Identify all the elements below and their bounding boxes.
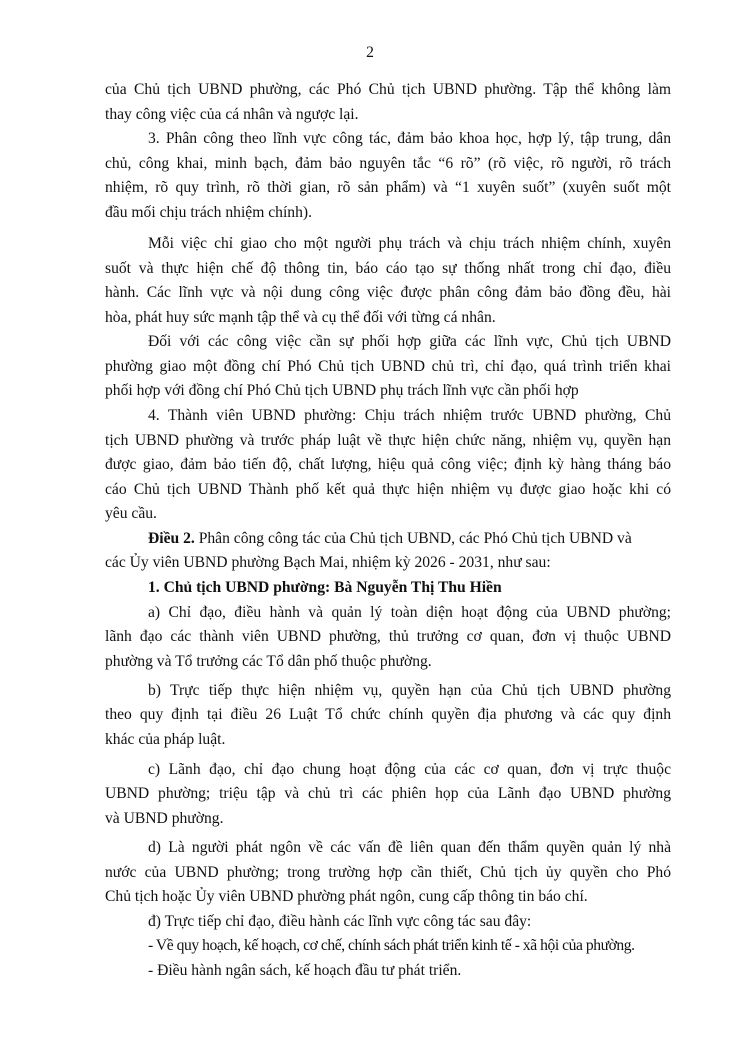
text-line: 3. Phân công theo lĩnh vực công tác, đảm bảo khoa học, hợp lý, tập trung, dân — [148, 130, 671, 147]
text-line: nhiệm, rõ quy trình, rõ thời gian, rõ sản phẩm) và “1 xuyên suốt” (xuyên suốt một — [105, 179, 671, 196]
text-line: c) Lãnh đạo, chỉ đạo chung hoạt động của các cơ quan, đơn vị trực thuộc — [148, 761, 671, 778]
text-line: đầu mối chịu trách nhiệm chính). — [105, 204, 312, 221]
text-line: phối hợp với đồng chí Phó Chủ tịch UBND phụ trách lĩnh vực cần phối hợp — [105, 382, 579, 399]
text-line: được giao, đảm bảo tiến độ, chất lượng, hiệu quả công việc; định kỳ hàng tháng báo — [105, 456, 671, 473]
text-line: khác của pháp luật. — [105, 731, 226, 748]
bullet-line: - Điều hành ngân sách, kế hoạch đầu tư phát triển. — [148, 962, 462, 979]
text-line: các Ủy viên UBND phường Bạch Mai, nhiệm kỳ 2026 - 2031, như sau: — [105, 554, 551, 571]
page-number: 2 — [366, 44, 374, 61]
text-line: UBND phường; triệu tập và chủ trì các phiên họp của Lãnh đạo UBND phường — [105, 785, 671, 802]
text-line: phường giao một đồng chí Phó Chủ tịch UBND chủ trì, chỉ đạo, quá trình triển khai — [105, 358, 671, 375]
text-line: suốt và thực hiện chế độ thông tin, báo cáo tạo sự thống nhất trong chỉ đạo, điều — [105, 260, 671, 277]
article-text: Phân công công tác của Chủ tịch UBND, các Phó Chủ tịch UBND và — [198, 530, 632, 547]
text-line: và UBND phường. — [105, 810, 224, 827]
text-line: hành. Các lĩnh vực và nội dung công việc được phân công đảm bảo đồng đều, hài — [105, 284, 671, 301]
text-line: nước của UBND phường; trong trường hợp cần thiết, Chủ tịch ủy quyền cho Phó — [105, 864, 671, 881]
text-line: a) Chỉ đạo, điều hành và quản lý toàn diện hoạt động của UBND phường; — [148, 604, 671, 621]
text-line: hòa, phát huy sức mạnh tập thể và cụ thể đối với từng cá nhân. — [105, 309, 496, 326]
text-line: yêu cầu. — [105, 505, 157, 522]
text-line: b) Trực tiếp thực hiện nhiệm vụ, quyền hạn của Chủ tịch UBND phường — [148, 682, 671, 699]
text-line: theo quy định tại điều 26 Luật Tổ chức chính quyền địa phương và các quy định — [105, 706, 671, 723]
text-line: 4. Thành viên UBND phường: Chịu trách nhiệm trước UBND phường, Chủ — [148, 407, 671, 424]
text-line: lãnh đạo các thành viên UBND phường, thủ trưởng cơ quan, đơn vị thuộc UBND — [105, 628, 671, 645]
bullet-line: - Về quy hoạch, kế hoạch, cơ chế, chính sách phát triển kinh tế - xã hội của phường. — [148, 937, 635, 954]
text-line: phường và Tổ trưởng các Tổ dân phố thuộc phường. — [105, 653, 432, 670]
text-line: của Chủ tịch UBND phường, các Phó Chủ tịch UBND phường. Tập thể không làm — [105, 81, 671, 98]
text-line: Mỗi việc chỉ giao cho một người phụ trách và chịu trách nhiệm chính, xuyên — [148, 235, 671, 252]
text-line: thay công việc của cá nhân và ngược lại. — [105, 106, 359, 123]
text-line: Đối với các công việc cần sự phối hợp giữa các lĩnh vực, Chủ tịch UBND — [148, 333, 671, 350]
text-line: d) Là người phát ngôn về các vấn đề liên quan đến thẩm quyền quản lý nhà — [148, 839, 671, 856]
text-line: tịch UBND phường và trước pháp luật về thực hiện chức năng, nhiệm vụ, quyền hạn — [105, 432, 671, 449]
text-line: cáo Chủ tịch UBND Thành phố kết quả thực hiện nhiệm vụ được giao hoặc khi có — [105, 481, 671, 498]
section-heading: 1. Chủ tịch UBND phường: Bà Nguyễn Thị Thu Hiền — [148, 579, 502, 596]
article-line — [148, 529, 671, 549]
text-line: đ) Trực tiếp chỉ đạo, điều hành các lĩnh vực công tác sau đây: — [148, 913, 532, 930]
text-line: chủ, công khai, minh bạch, đảm bảo nguyên tắc “6 rõ” (rõ việc, rõ người, rõ trách — [105, 155, 671, 172]
text-line: Chủ tịch hoặc Ủy viên UBND phường phát ngôn, cung cấp thông tin báo chí. — [105, 888, 588, 905]
article-label: Điều 2. — [148, 530, 195, 547]
